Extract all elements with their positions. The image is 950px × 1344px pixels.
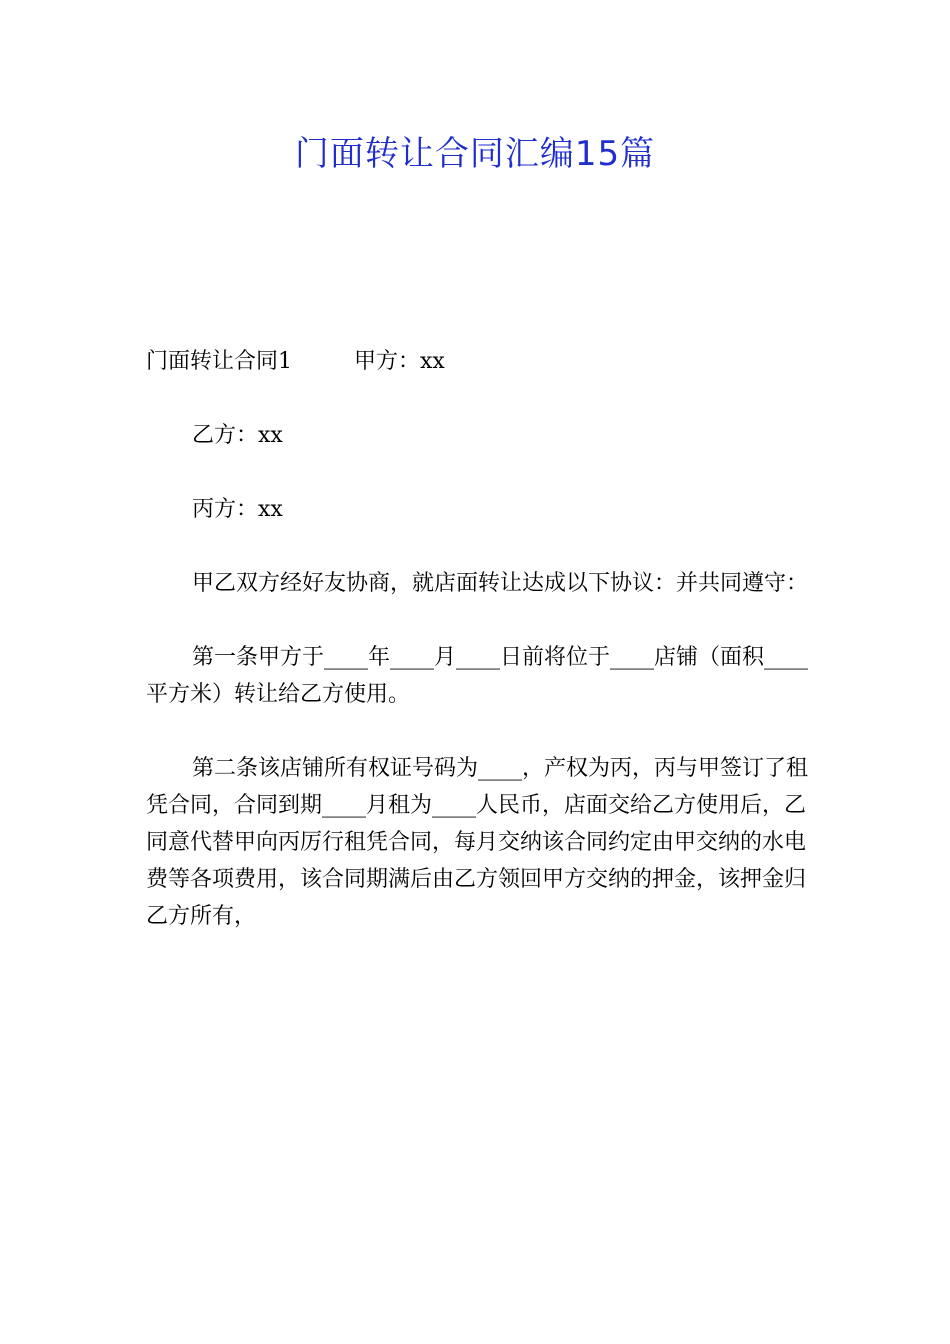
document-body — [146, 343, 808, 972]
paragraph-article-2: 第二条该店铺所有权证号码为____，产权为丙，丙与甲签订了租凭合同，合同到期____月租为____人民币，店面交给乙方使用后，乙同意代替甲向丙厉行租凭合同，每月交纳该合同约定由甲交纳的水电费等各项费用，该合同期满后由乙方领回甲方交纳的押金，该押金归乙方所有， — [146, 756, 809, 929]
party-c: 丙方：xx — [192, 497, 283, 522]
contract-heading-line — [146, 343, 808, 380]
party-b: 乙方：xx — [192, 423, 283, 448]
document-title: 门面转让合同汇编15篇 — [294, 134, 656, 174]
paragraph-intro: 甲乙双方经好友协商，就店面转让达成以下协议：并共同遵守： — [192, 571, 809, 596]
party-a: 甲方：xx — [354, 349, 445, 374]
paragraph-article-1: 第一条甲方于____年____月____日前将位于____店铺（面积____平方米）转让给乙方使用。 — [146, 645, 809, 707]
contract-heading: 门面转让合同1 — [146, 349, 292, 374]
